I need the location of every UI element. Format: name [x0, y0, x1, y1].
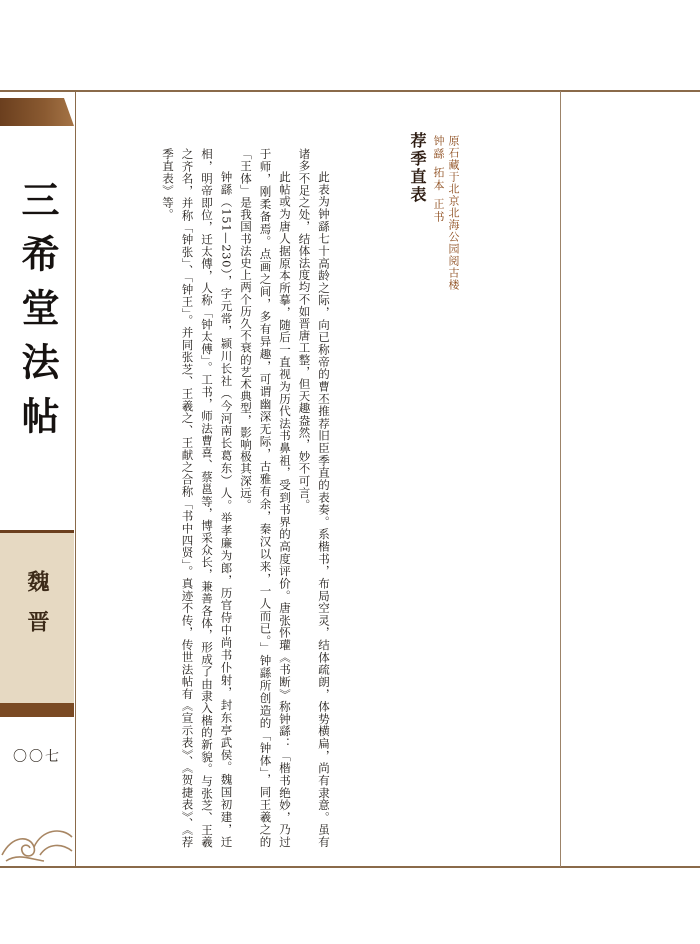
cloud-scroll-ornament-icon	[0, 815, 74, 865]
dynasty-label: 魏晋	[24, 570, 50, 650]
page-number: 〇〇七	[13, 749, 61, 765]
right-panel-divider	[560, 91, 561, 867]
sidebar-top-band	[0, 98, 74, 126]
body-paragraph: 此帖或为唐人据原本所摹，随后一直视为历代法书鼻祖，受到书界的高度评价。唐张怀瓘《书断》称钟繇：「楷书绝妙，乃过于师，刚柔备焉。点画之间，多有异趣，可谓幽深无际，古雅有余，秦汉以来，一人而已。」钟繇所创造的「钟体」，同王羲之的「王体」是我国书法史上两个历久不衰的艺术典型，影响极其深远。	[239, 148, 292, 848]
bottom-rule	[0, 866, 700, 868]
source-line: 原石藏于北京北海公园阅古楼	[447, 135, 460, 291]
body-paragraph: 钟繇（151—230），字元常，颍川长社（今河南长葛东）人。举孝廉为郎，历官侍中尚书仆射，封东亭武侯。魏国初建，迁相，明帝即位，迁太傅，人称「钟太傅」。工书，师法曹喜、蔡邕等，博采众长，兼善各体，形成了由隶入楷的新貌。与张芝、王羲之齐名，并称「钟张」、「钟王」。并同张芝、王羲之、王献之合称「书中四贤」。真迹不传，传世法帖有《宣示表》、《贺捷表》、《荐季直表》等。	[161, 148, 234, 848]
author-line: 钟繇 拓本 正书	[432, 135, 445, 224]
work-title: 荐季直表	[408, 132, 427, 204]
sidebar-divider	[75, 91, 76, 867]
series-title: 三希堂法帖	[15, 180, 60, 450]
top-rule	[0, 90, 700, 92]
body-paragraph: 此表为钟繇七十高龄之际，向已称帝的曹丕推荐旧臣季直的表奏。系楷书，布局空灵，结体疏朗，体势横扁，尚有隶意。虽有诸多不足之处，结体法度均不如晋唐工整，但天趣盎然，妙不可言。	[297, 148, 331, 848]
body-text	[158, 148, 334, 848]
